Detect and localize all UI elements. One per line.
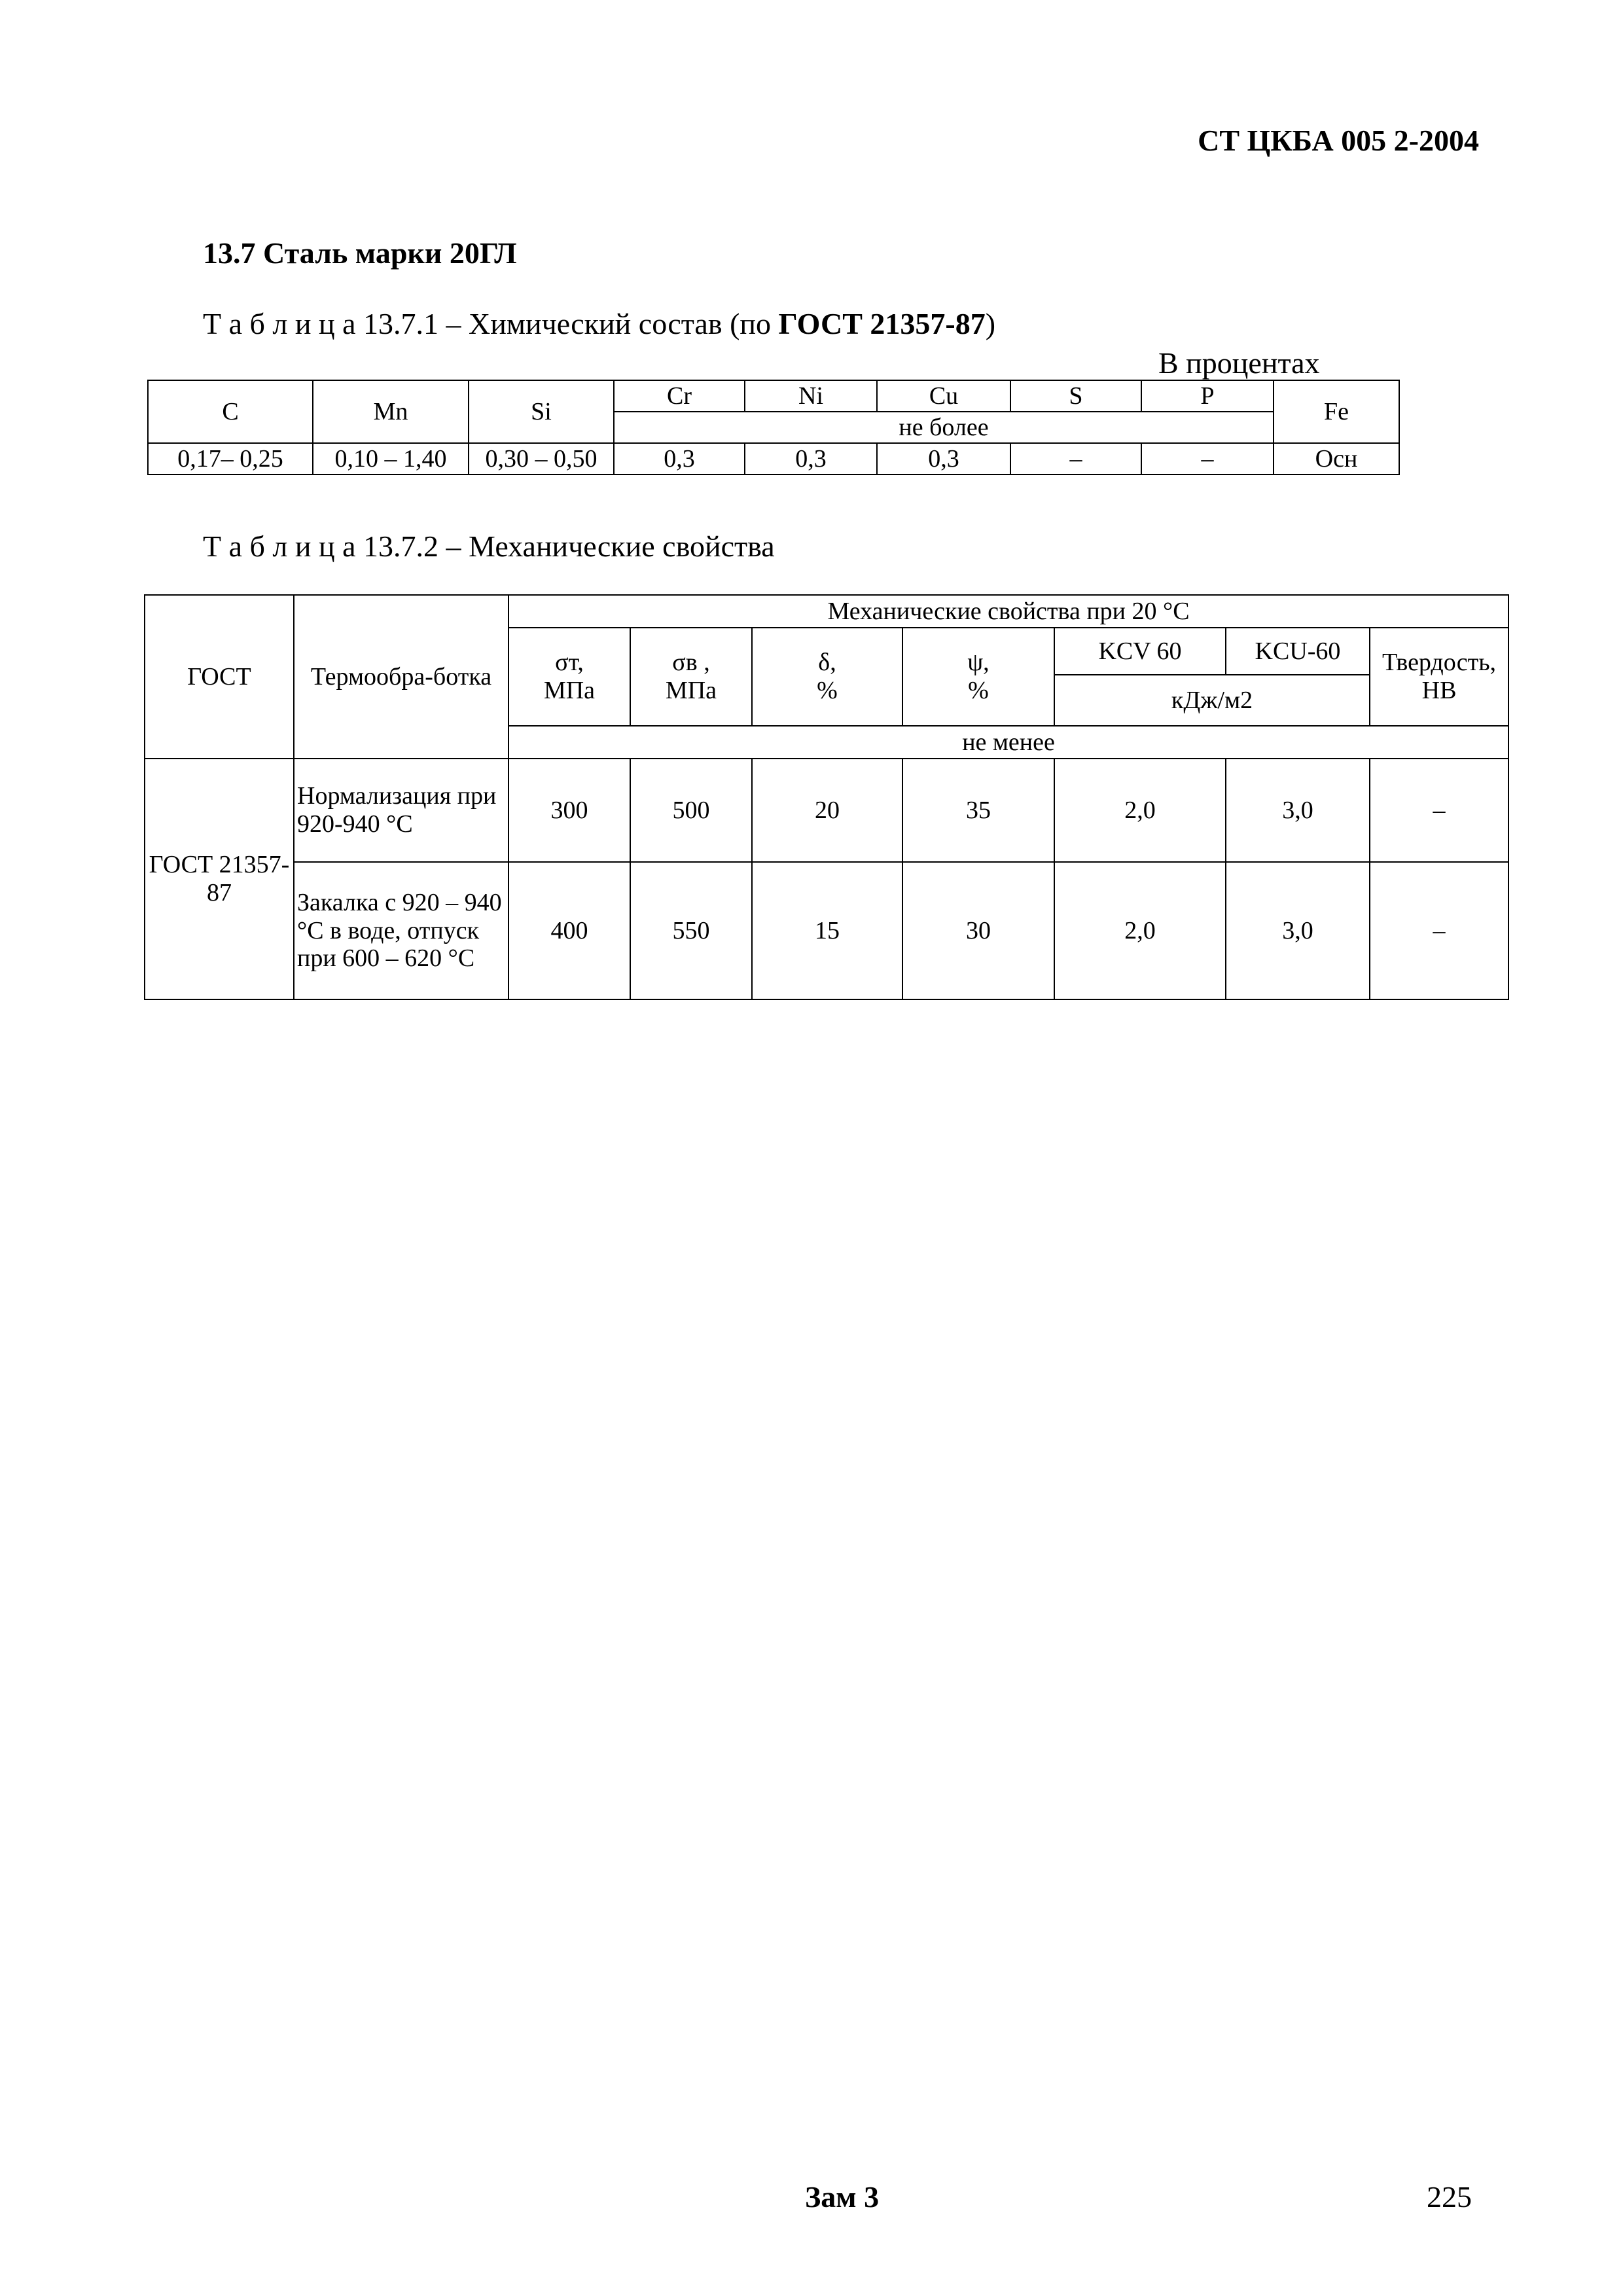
header-cell-cr: Cr [614,380,745,412]
mechanical-properties-table [144,594,1509,1000]
header-treatment: Термообра-ботка [294,595,508,759]
table1-caption-prefix: Т а б л и ц а 13.7.1 – Химический состав (по [203,307,779,340]
header-cell-c: C [148,380,313,443]
table-cell: – [1370,759,1508,862]
table-cell: 400 [508,862,630,999]
chemical-composition-table [147,380,1400,475]
header-reduction [902,628,1054,726]
header-reduction-symbol: ψ, [967,649,990,677]
subheader-not-less: не менее [508,726,1508,759]
table-cell: – [1141,443,1274,475]
table-cell: – [1010,443,1141,475]
table-cell: 300 [508,759,630,862]
table-cell: 2,0 [1054,759,1226,862]
table-cell: 0,3 [745,443,877,475]
page-number: 225 [1427,2180,1472,2214]
header-tensile-unit: МПа [665,677,717,704]
header-cell-cu: Cu [877,380,1010,412]
header-elongation-unit: % [817,677,838,704]
header-gost: ГОСТ [145,595,294,759]
table-cell: 3,0 [1226,862,1370,999]
header-cell-ni: Ni [745,380,877,412]
header-yield-symbol: σт, [555,649,584,677]
header-yield-unit: МПа [543,677,596,704]
header-tensile-symbol: σв , [672,649,710,677]
table1-caption-standard: ГОСТ 21357-87 [778,307,986,340]
table1-unit-note: В процентах [1158,346,1320,380]
treatment-cell: Нормализация при 920-940 °С [294,759,508,862]
table-cell: 0,3 [877,443,1010,475]
change-mark: Зам 3 [805,2180,880,2214]
header-tensile-strength [630,628,752,726]
header-mechanical-group: Механические свойства при 20 °С [508,595,1508,628]
table-cell: 15 [752,862,902,999]
header-kcu: KCU-60 [1226,628,1370,675]
table-cell: 0,30 – 0,50 [469,443,614,475]
table-cell: 0,10 – 1,40 [313,443,469,475]
table-cell: 2,0 [1054,862,1226,999]
header-cell-p: P [1141,380,1274,412]
table-cell: – [1370,862,1508,999]
header-elongation-symbol: δ, [818,649,836,677]
table-cell: 0,3 [614,443,745,475]
header-cell-s: S [1010,380,1141,412]
header-cell-si: Si [469,380,614,443]
header-cell-fe: Fe [1274,380,1399,443]
header-cell-mn: Mn [313,380,469,443]
header-hardness: Твердость, НВ [1370,628,1508,726]
treatment-cell: Закалка с 920 – 940 °С в воде, отпуск при 600 – 620 °С [294,862,508,999]
table-cell: 500 [630,759,752,862]
header-impact-unit: кДж/м2 [1054,675,1370,726]
table1-caption [203,306,995,341]
document-code: СТ ЦКБА 005 2-2004 [1198,124,1479,157]
table-cell: 20 [752,759,902,862]
section-title: 13.7 Сталь марки 20ГЛ [203,236,517,270]
table-cell: 0,17– 0,25 [148,443,313,475]
header-kcv: KCV 60 [1054,628,1226,675]
table2-caption: Т а б л и ц а 13.7.2 – Механические свойства [203,529,775,563]
table-cell: Осн [1274,443,1399,475]
table-cell: 35 [902,759,1054,862]
header-elongation [752,628,902,726]
table1-caption-suffix: ) [985,307,996,340]
subheader-not-more: не более [614,412,1274,443]
table-cell: 550 [630,862,752,999]
gost-standard-cell: ГОСТ 21357-87 [145,759,294,999]
table-cell: 30 [902,862,1054,999]
header-yield-strength [508,628,630,726]
table-cell: 3,0 [1226,759,1370,862]
header-reduction-unit: % [968,677,989,704]
